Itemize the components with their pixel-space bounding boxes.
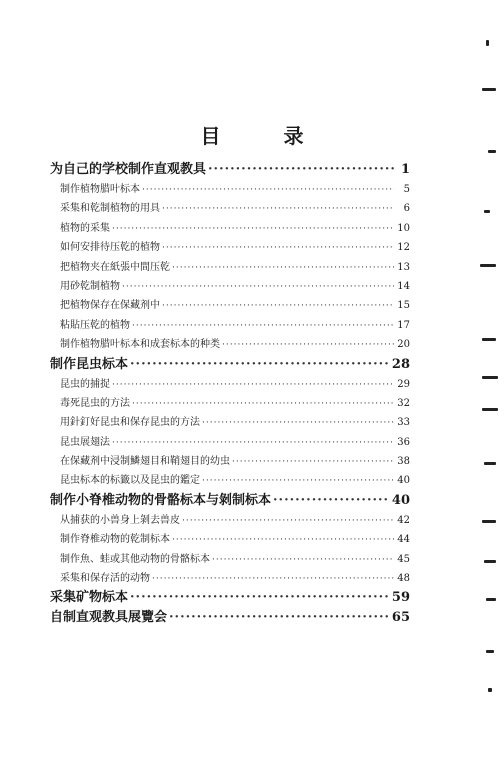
dot-leader <box>202 472 394 490</box>
toc-entry-label: 制作魚、蛙或其他动物的骨骼标本 <box>60 553 210 565</box>
toc-section-entry <box>50 316 410 335</box>
dot-leader <box>222 336 394 354</box>
dot-leader <box>112 220 394 238</box>
dot-leader <box>182 512 394 530</box>
toc-page-number: 12 <box>397 242 410 254</box>
toc-section-entry <box>50 335 410 354</box>
toc-entry-label: 采集矿物标本 <box>50 590 129 606</box>
toc-entry-label: 昆虫展翅法 <box>60 436 110 448</box>
dot-leader <box>130 355 390 375</box>
toc-section-entry <box>50 413 410 432</box>
toc-entry-label: 把植物夹在紙張中間压乾 <box>60 261 170 273</box>
toc-page-number: 42 <box>397 514 410 526</box>
binding-edge-mark <box>484 210 490 213</box>
binding-edge-mark <box>480 264 496 267</box>
toc-entry-label: 昆虫标本的标籤以及昆虫的鑑定 <box>60 475 200 487</box>
binding-edge-mark <box>482 338 496 341</box>
dot-leader <box>202 414 394 432</box>
toc-entry-label: 昆虫的捕捉 <box>60 378 110 390</box>
toc-chapter-entry <box>50 588 410 608</box>
toc-section-entry <box>50 258 410 277</box>
dot-leader <box>232 453 394 471</box>
toc-page-number: 28 <box>391 356 410 372</box>
dot-leader <box>208 160 394 180</box>
toc-entry-label: 用砂乾制植物 <box>60 280 120 292</box>
toc-section-entry <box>50 550 410 569</box>
dot-leader <box>130 588 390 608</box>
toc-chapter-entry <box>50 355 410 375</box>
binding-edge-mark <box>486 650 494 653</box>
toc-section-entry <box>50 394 410 413</box>
toc-page-number: 48 <box>397 573 410 585</box>
toc-entry-label: 在保藏剂中浸制鱗翅目和鞘翅目的幼虫 <box>60 456 230 468</box>
toc-entry-label: 粘貼压乾的植物 <box>60 319 130 331</box>
toc-page-number: 44 <box>397 534 410 546</box>
toc-section-entry <box>50 375 410 394</box>
toc-page-number: 65 <box>391 610 410 626</box>
toc-page-number: 15 <box>397 300 410 312</box>
toc-entry-label: 毒死昆虫的方法 <box>60 397 130 409</box>
toc-page-number: 10 <box>397 222 410 234</box>
table-of-contents <box>50 160 410 628</box>
dot-leader <box>162 239 394 257</box>
dot-leader <box>162 297 394 315</box>
toc-entry-label: 制作脊椎动物的乾制标本 <box>60 534 170 546</box>
page-title: 目 录 <box>200 124 332 148</box>
binding-edge-mark <box>484 462 496 465</box>
dot-leader <box>122 278 394 296</box>
dot-leader <box>112 376 394 394</box>
binding-edge-mark <box>486 598 496 601</box>
toc-section-entry <box>50 180 410 199</box>
toc-section-entry <box>50 238 410 257</box>
dot-leader <box>132 395 394 413</box>
toc-entry-label: 如何安排待压乾的植物 <box>60 242 160 254</box>
toc-page-number: 6 <box>403 203 410 215</box>
toc-page-number: 33 <box>397 417 410 429</box>
toc-page-number: 17 <box>397 319 410 331</box>
toc-page-number: 45 <box>397 553 410 565</box>
dot-leader <box>212 551 394 569</box>
toc-entry-label: 采集和保存活的动物 <box>60 573 150 585</box>
toc-section-entry <box>50 452 410 471</box>
toc-entry-label: 用針釘好昆虫和保存昆虫的方法 <box>60 417 200 429</box>
toc-entry-label: 自制直观教具展覽会 <box>50 610 168 626</box>
dot-leader <box>162 200 394 218</box>
toc-entry-label: 植物的采集 <box>60 222 110 234</box>
toc-section-entry <box>50 433 410 452</box>
toc-page-number: 59 <box>391 590 410 606</box>
toc-page-number: 32 <box>397 397 410 409</box>
toc-section-entry <box>50 569 410 588</box>
toc-section-entry <box>50 277 410 296</box>
toc-entry-label: 制作植物腊叶标本和成套标本的种类 <box>60 339 220 351</box>
toc-entry-label: 把植物保存在保藏剂中 <box>60 300 160 312</box>
toc-entry-label: 制作小脊椎动物的骨骼标本与剝制标本 <box>50 492 272 508</box>
toc-entry-label: 为自己的学校制作直观教具 <box>50 162 207 177</box>
toc-chapter-entry <box>50 160 410 180</box>
toc-page-number: 29 <box>397 378 410 390</box>
binding-edge-mark <box>482 520 496 523</box>
binding-edge-mark <box>482 408 498 411</box>
binding-edge-mark <box>488 688 492 692</box>
toc-page-number: 1 <box>400 162 410 177</box>
toc-page-number: 20 <box>397 339 410 351</box>
toc-page-number: 13 <box>397 261 410 273</box>
toc-chapter-entry <box>50 608 410 628</box>
dot-leader <box>273 491 390 511</box>
toc-section-entry <box>50 219 410 238</box>
dot-leader <box>152 570 394 588</box>
toc-section-entry <box>50 199 410 218</box>
toc-page-number: 5 <box>403 184 410 195</box>
toc-page-number: 38 <box>397 456 410 468</box>
dot-leader <box>112 434 394 452</box>
toc-page-number: 36 <box>397 436 410 448</box>
toc-section-entry <box>50 296 410 315</box>
toc-section-entry <box>50 471 410 490</box>
dot-leader <box>172 259 394 277</box>
toc-section-entry <box>50 511 410 530</box>
dot-leader <box>132 317 394 335</box>
binding-edge-mark <box>482 88 496 91</box>
toc-chapter-entry <box>50 491 410 511</box>
toc-page-number: 40 <box>397 475 410 487</box>
toc-page-number: 14 <box>397 280 410 292</box>
binding-edge-mark <box>486 40 489 46</box>
toc-entry-label: 从捕获的小兽身上剝去兽皮 <box>60 514 180 526</box>
binding-edge-mark <box>484 560 496 563</box>
dot-leader <box>142 181 394 199</box>
toc-page-number: 40 <box>391 492 410 508</box>
toc-section-entry <box>50 530 410 549</box>
binding-edge-mark <box>482 376 498 379</box>
dot-leader <box>172 531 394 549</box>
binding-edge-mark <box>488 150 496 153</box>
toc-entry-label: 制作植物腊叶标本 <box>60 184 140 195</box>
toc-entry-label: 制作昆虫标本 <box>50 356 129 372</box>
toc-entry-label: 采集和乾制植物的用具 <box>60 203 160 215</box>
dot-leader <box>169 608 390 628</box>
